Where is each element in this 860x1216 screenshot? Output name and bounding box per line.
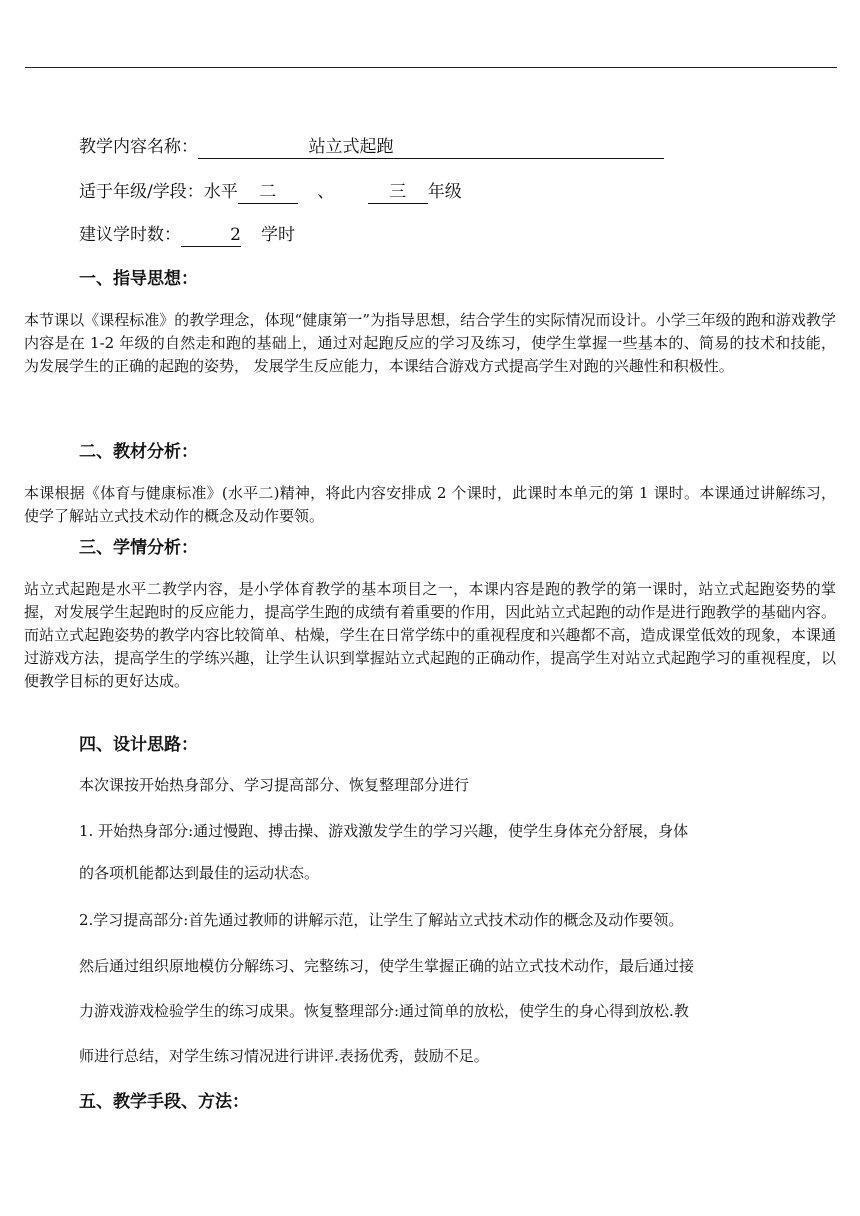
grade-label: 适于年级/学段：水平 <box>79 182 238 202</box>
section-body-students: 站立式起跑是水平二教学内容，是小学体育教学的基本项目之一，本课内容是跑的教学的第一课时，站立式起跑姿势的掌握，对发展学生起跑时的反应能力，提高学生跑的成绩有着重要的作用，因此站立式起跑的动作是进行跑教学的基础内容。而站立式起跑姿势的教学内容比较简单、枯燥，学生在日常学练中的重视程度和兴趣都不高，造成课堂低效的现象，本课通过游戏方法，提高学生的学练兴趣，让学生认识到掌握站立式起跑的正确动作，提高学生对站立式起跑学习的重视程度，以便教学目标的更好达成。 <box>24 580 836 690</box>
hours-suffix: 学时 <box>261 225 295 245</box>
hours-label: 建议学时数： <box>79 225 181 245</box>
section-heading-students: 三、学情分析： <box>79 538 198 558</box>
design-line: 的各项机能都达到最佳的运动状态。 <box>79 864 320 882</box>
grade-suffix: 年级 <box>427 182 462 202</box>
section-heading-material: 二、教材分析： <box>79 442 198 462</box>
design-line: 本次课按开始热身部分、学习提高部分、恢复整理部分进行 <box>79 776 470 794</box>
hours-value: 2 <box>181 226 241 247</box>
section-heading-methods: 五、教学手段、方法： <box>79 1092 249 1112</box>
section-heading-guiding: 一、指导思想： <box>79 269 198 289</box>
grade-level-value: 二 <box>238 183 298 204</box>
content-name-row <box>79 132 664 159</box>
design-line: 力游戏游戏检验学生的练习成果。恢复整理部分:通过简单的放松，使学生的身心得到放松.教 <box>79 1002 689 1020</box>
grade-value: 三 <box>368 183 428 204</box>
grade-row <box>79 177 462 204</box>
design-line: 师进行总结，对学生练习情况进行讲评.表扬优秀，鼓励不足。 <box>79 1047 489 1065</box>
grade-separator: 、 <box>317 182 335 202</box>
hours-row <box>79 220 295 247</box>
design-line: 1. 开始热身部分:通过慢跑、搏击操、游戏激发学生的学习兴趣，使学生身体充分舒展，身体 <box>79 822 689 840</box>
content-name-label: 教学内容名称： <box>79 137 198 157</box>
section-body-material: 本课根据《体育与健康标准》(水平二)精神，将此内容安排成 2 个课时，此课时本单元的第 1 课时。本课通过讲解练习，使学了解站立式技术动作的概念及动作要领。 <box>24 484 836 525</box>
design-line: 2.学习提高部分:首先通过教师的讲解示范，让学生了解站立式技术动作的概念及动作要领。 <box>79 911 684 929</box>
header-rule <box>25 67 837 68</box>
design-line: 然后通过组织原地模仿分解练习、完整练习，使学生掌握正确的站立式技术动作，最后通过接 <box>79 957 695 975</box>
section-body-guiding: 本节课以《课程标准》的教学理念，体现“健康第一”为指导思想，结合学生的实际情况而设计。小学三年级的跑和游戏教学内容是在 1-2 年级的自然走和跑的基础上，通过对起跑反应的学习及练习，使学生掌握一些基本的、简易的技术和技能，为发展学生的正确的起跑的姿势， 发展学生反应能力，本课结合游戏方式提高学生对跑的兴趣性和积极性。 <box>24 311 836 375</box>
content-name-value: 站立式起跑 <box>198 138 664 159</box>
section-heading-design: 四、设计思路： <box>79 735 198 755</box>
